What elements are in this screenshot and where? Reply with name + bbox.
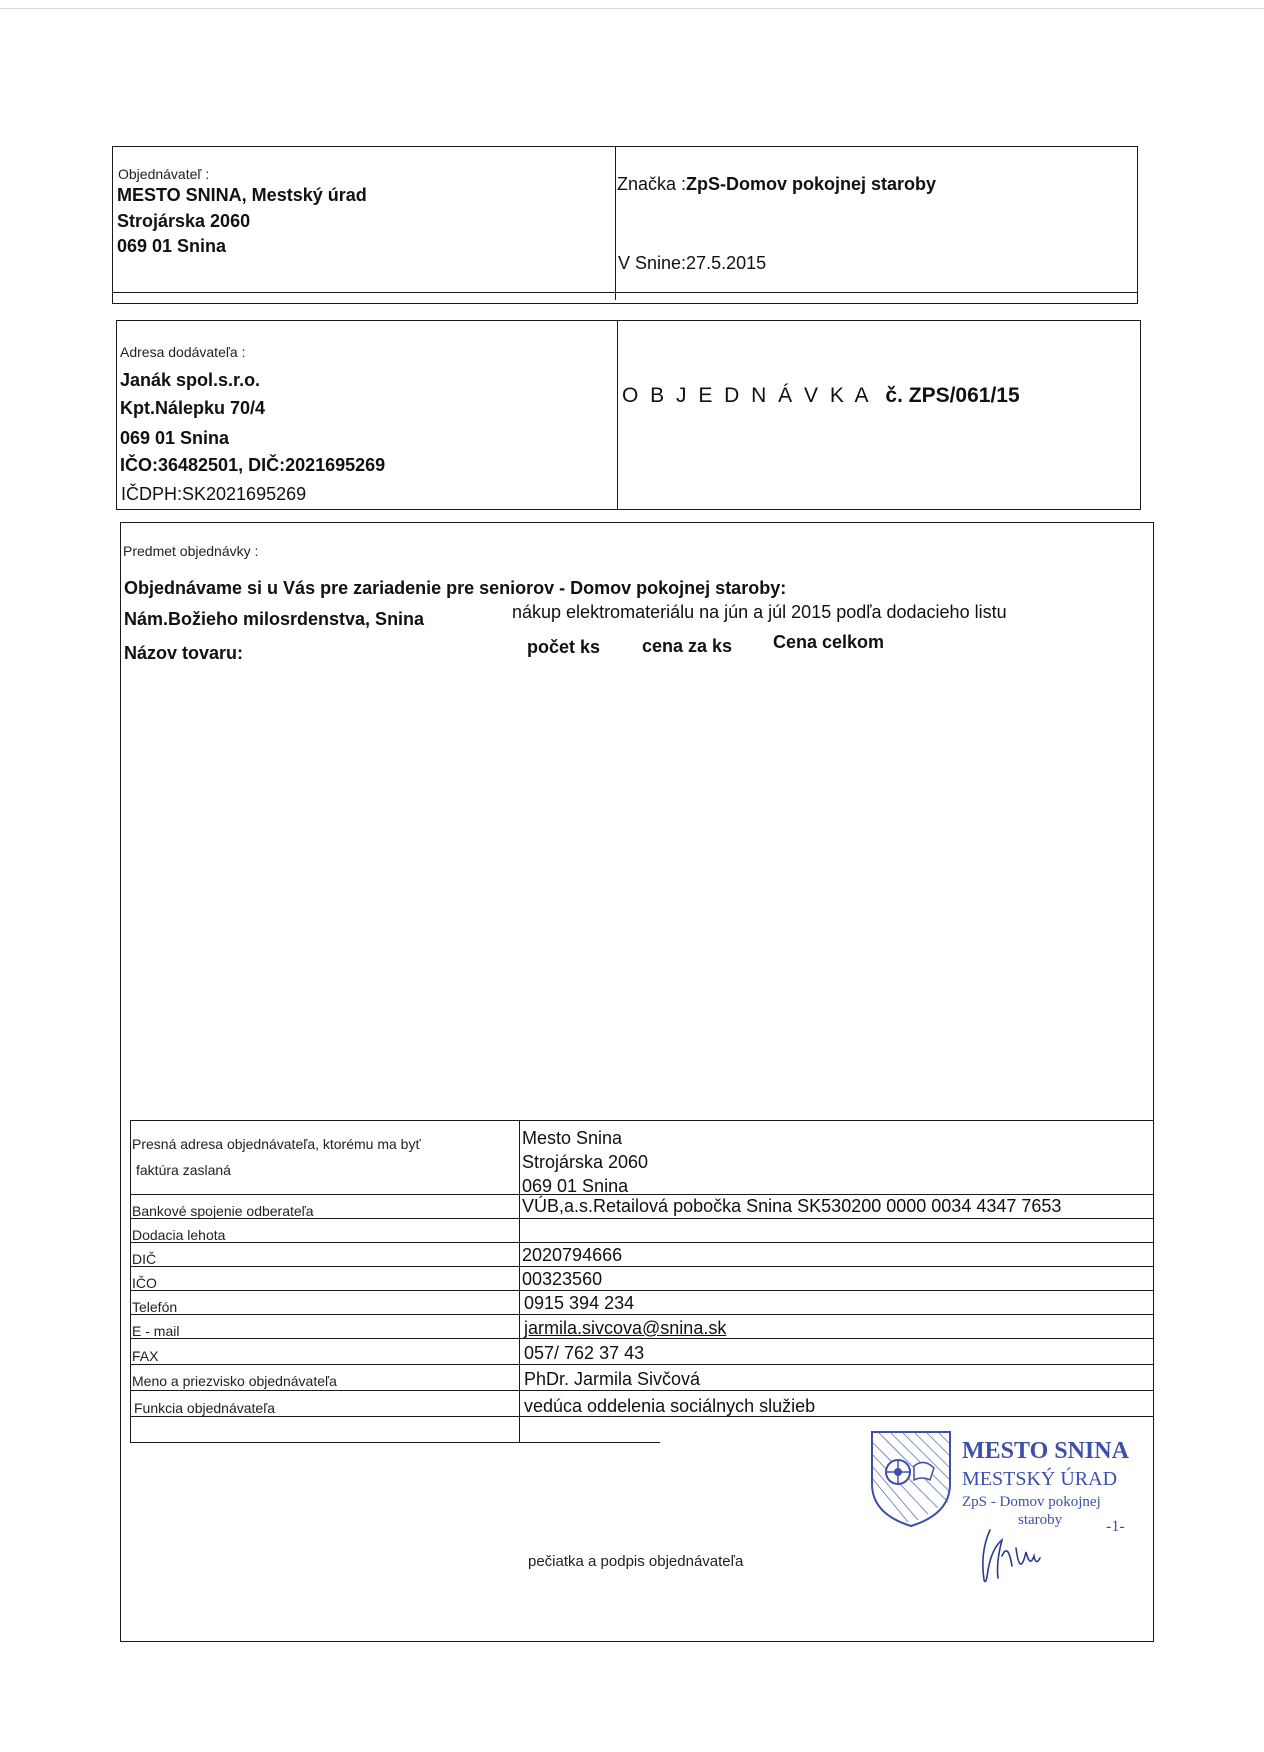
order-title: O B J E D N Á V K A	[622, 384, 872, 407]
stamp-line-3: ZpS - Domov pokojnej	[962, 1494, 1101, 1510]
row-line-1	[130, 1194, 1154, 1195]
orderer-divider	[615, 146, 616, 300]
stamp-page-number: -1-	[1106, 1518, 1125, 1535]
orderer-function-label: Funkcia objednávateľa	[134, 1400, 276, 1416]
supplier-divider	[617, 320, 618, 510]
subject-label: Predmet objednávky :	[123, 543, 259, 559]
order-heading	[622, 384, 1020, 408]
handwritten-signature	[972, 1522, 1062, 1592]
fax-label: FAX	[132, 1348, 159, 1364]
fax-value: 057/ 762 37 43	[524, 1343, 645, 1363]
place-date: V Snine:27.5.2015	[618, 253, 767, 273]
orderer-label: Objednávateľ :	[118, 166, 210, 182]
invoice-address-value: Mesto Snina	[522, 1128, 623, 1148]
column-unit-price: cena za ks	[642, 636, 733, 656]
phone-value: 0915 394 234	[524, 1293, 635, 1313]
details-left-edge	[130, 1120, 131, 1442]
supplier-ids: IČO:36482501, DIČ:2021695269	[120, 455, 386, 475]
invoice-address-value-2: Strojárska 2060	[522, 1152, 649, 1172]
delivery-term-label: Dodacia lehota	[132, 1227, 226, 1243]
reference-label: Značka :	[617, 174, 687, 194]
stamp-line-4: staroby	[1018, 1512, 1063, 1528]
details-top-line	[130, 1120, 1154, 1121]
orderer-section	[112, 146, 1138, 304]
supplier-label: Adresa dodávateľa :	[120, 344, 246, 360]
invoice-address-label-2: faktúra zaslaná	[136, 1162, 231, 1178]
row-line-11	[130, 1442, 660, 1443]
stamp-line-1: MESTO SNINA	[962, 1438, 1129, 1464]
supplier-street: Kpt.Nálepku 70/4	[120, 398, 266, 418]
orderer-name: MESTO SNINA, Mestský úrad	[117, 185, 367, 205]
row-line-3	[130, 1242, 1154, 1243]
dic-label: DIČ	[132, 1251, 157, 1267]
dic-value: 2020794666	[522, 1245, 623, 1265]
stamp-line-2: MESTSKÝ ÚRAD	[962, 1468, 1118, 1490]
subject-line1: Objednávame si u Vás pre zariadenie pre seniorov - Domov pokojnej staroby:	[124, 578, 787, 598]
order-number: č. ZPS/061/15	[885, 384, 1020, 407]
bank-label: Bankové spojenie odberateľa	[132, 1203, 314, 1219]
orderer-bottom-line	[112, 292, 1138, 293]
column-qty: počet ks	[527, 637, 601, 657]
row-line-5	[130, 1290, 1154, 1291]
subject-place: Nám.Božieho milosrdenstva, Snina	[124, 609, 425, 629]
supplier-name: Janák spol.s.r.o.	[120, 370, 261, 390]
ico-label: IČO	[132, 1275, 157, 1291]
reference	[617, 174, 936, 195]
city-coat-of-arms-icon	[868, 1428, 954, 1528]
row-line-4	[130, 1266, 1154, 1267]
phone-label: Telefón	[132, 1299, 178, 1315]
ico-value: 00323560	[522, 1269, 603, 1289]
orderer-function-value: vedúca oddelenia sociálnych služieb	[524, 1396, 816, 1416]
scan-edge-line	[0, 8, 1264, 9]
row-line-8	[130, 1364, 1154, 1365]
supplier-city: 069 01 Snina	[120, 428, 230, 448]
details-divider	[519, 1120, 520, 1442]
email-label: E - mail	[132, 1323, 180, 1339]
invoice-address-label: Presná adresa objednávateľa, ktorému ma byť	[132, 1136, 421, 1152]
column-item: Názov tovaru:	[124, 643, 244, 663]
subject-description: nákup elektromateriálu na jún a júl 2015 podľa dodacieho listu	[512, 602, 1007, 622]
column-total: Cena celkom	[773, 632, 885, 652]
email-value: jarmila.sivcova@snina.sk	[524, 1318, 727, 1338]
row-line-6	[130, 1314, 1154, 1315]
supplier-section	[116, 320, 1141, 510]
invoice-address-value-3: 069 01 Snina	[522, 1176, 629, 1196]
orderer-person-value: PhDr. Jarmila Sivčová	[524, 1369, 701, 1389]
orderer-street: Strojárska 2060	[117, 211, 251, 231]
row-line-9	[130, 1390, 1154, 1391]
orderer-person-label: Meno a priezvisko objednávateľa	[132, 1373, 337, 1389]
signature-caption: pečiatka a podpis objednávateľa	[528, 1553, 744, 1570]
orderer-city: 069 01 Snina	[117, 236, 227, 256]
supplier-vat: IČDPH:SK2021695269	[121, 484, 307, 504]
reference-value: ZpS-Domov pokojnej staroby	[686, 174, 937, 194]
bank-value: VÚB,a.s.Retailová pobočka Snina SK530200 0000 0034 4347 7653	[522, 1196, 1062, 1216]
